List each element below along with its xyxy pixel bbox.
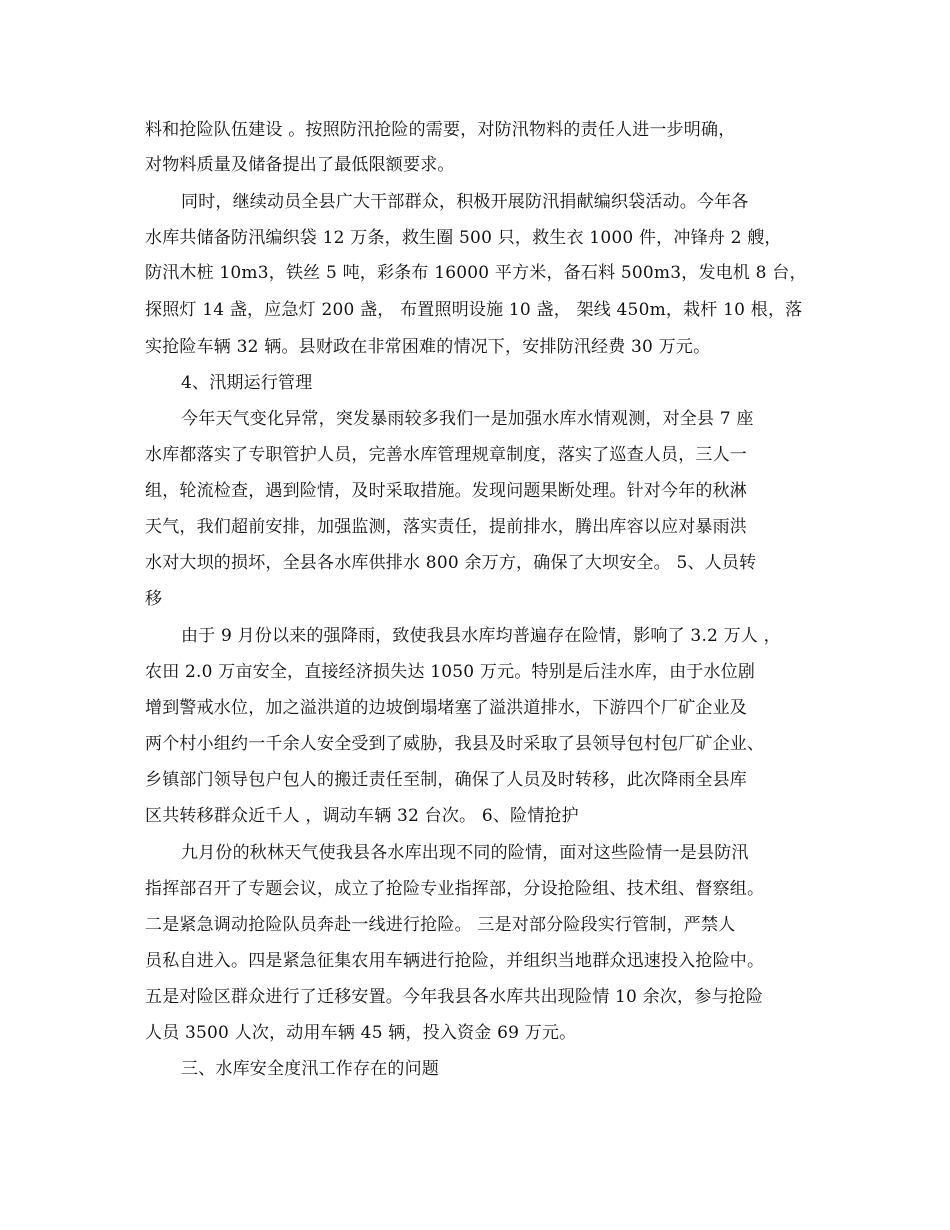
text-line: 探照灯 14 盏，应急灯 200 盏， 布置照明设施 10 盏， 架线 450m，栽杆 10 根，落 xyxy=(145,300,803,320)
text-line: 人员 3500 人次，动用车辆 45 辆，投入资金 69 万元。 xyxy=(145,1023,577,1043)
text-line: 二是紧急调动抢险队员奔赴一线进行抢险。 三是对部分险段实行管制，严禁人 xyxy=(145,915,736,935)
text-line: 料和抢险队伍建设 。按照防汛抢险的需要，对防汛物料的责任人进一步明确， xyxy=(145,120,736,140)
text-line: 防汛木桩 10m3，铁丝 5 吨，彩条布 16000 平方米，备石料 500m3，发电机 8 台， xyxy=(145,263,807,283)
text-line: 五是对险区群众进行了迁移安置。今年我县各水库共出现险情 10 余次，参与抢险 xyxy=(145,987,764,1007)
text-line: 员私自进入。四是紧急征集农用车辆进行抢险，并组织当地群众迅速投入抢险中。 xyxy=(145,951,765,971)
text-line: 天气，我们超前安排，加强监测，落实责任，提前排水，腾出库容以应对暴雨洪 xyxy=(145,517,747,537)
text-line: 移 xyxy=(145,589,163,609)
text-line: 水库都落实了专职管护人员，完善水库管理规章制度，落实了巡查人员，三人一 xyxy=(145,445,747,465)
paragraph-start-line: 同时，继续动员全县广大干部群众，积极开展防汛捐献编织袋活动。今年各 xyxy=(181,192,749,212)
text-line: 乡镇部门领导包户包人的搬迁责任至制，确保了人员及时转移，此次降雨全县库 xyxy=(145,770,747,790)
paragraph-start-line: 今年天气变化异常，突发暴雨较多我们一是加强水库水情观测，对全县 7 座 xyxy=(181,409,754,429)
section-heading: 三、水库安全度汛工作存在的问题 xyxy=(181,1059,439,1079)
text-line: 对物料质量及储备提出了最低限额要求。 xyxy=(145,155,455,175)
text-line: 水对大坝的损坏，全县各水库供排水 800 余万方，确保了大坝安全。 5、人员转 xyxy=(145,553,757,573)
text-line: 水库共储备防汛编织袋 12 万条，救生圈 500 只，救生衣 1000 件，冲锋舟 2 艘， xyxy=(145,228,782,248)
text-line: 实抢险车辆 32 辆。县财政在非常困难的情况下，安排防汛经费 30 万元。 xyxy=(145,337,711,357)
paragraph-start-line: 由于 9 月份以来的强降雨，致使我县水库均普遍存在险情，影响了 3.2 万人 ， xyxy=(181,626,781,646)
text-line: 农田 2.0 万亩安全，直接经济损失达 1050 万元。特别是后洼水库，由于水位剧 xyxy=(145,662,756,682)
text-line: 两个村小组约一千余人安全受到了威胁，我县及时采取了县领导包村包厂矿企业、 xyxy=(145,734,765,754)
text-line: 指挥部召开了专题会议，成立了抢险专业指挥部，分设抢险组、技术组、督察组。 xyxy=(145,879,765,899)
paragraph-start-line: 九月份的秋林天气使我县各水库出现不同的险情，面对这些险情一是县防汛 xyxy=(181,843,749,863)
section-heading: 4、汛期运行管理 xyxy=(181,373,313,393)
text-line: 组，轮流检查，遇到险情，及时采取措施。发现问题果断处理。针对今年的秋淋 xyxy=(145,481,747,501)
text-line: 增到警戒水位，加之溢洪道的边坡倒塌堵塞了溢洪道排水，下游四个厂矿企业及 xyxy=(145,698,747,718)
text-line: 区共转移群众近千人 ，调动车辆 32 台次。 6、险情抢护 xyxy=(145,806,579,826)
